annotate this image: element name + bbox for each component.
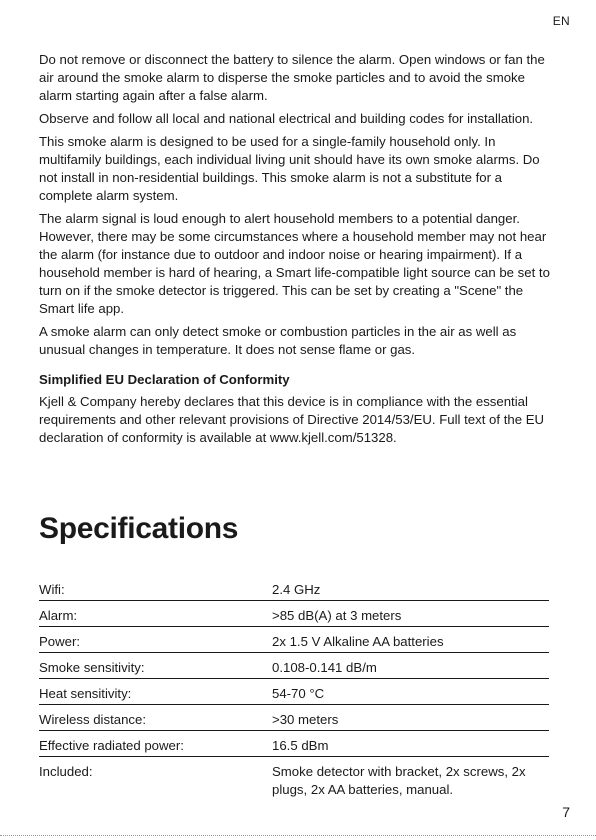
spec-label: Wireless distance:: [39, 712, 147, 727]
spec-row-included: [39, 759, 549, 799]
spec-value: >30 meters: [272, 712, 339, 727]
declaration-text: Kjell & Company hereby declares that this device is in compliance with the essential requirements and other relevant provisions of Directive 2014/53/EU. Full text of the EU declaration of conformity is available at www.kjell.com/51328.: [39, 394, 545, 445]
spec-label: Power:: [39, 634, 81, 649]
page-bottom-divider: [0, 835, 596, 836]
paragraph-detection: A smoke alarm can only detect smoke or combustion particles in the air as well as unusual changes in temperature. It does not sense flame or gas.: [39, 324, 517, 357]
spec-label: Heat sensitivity:: [39, 686, 132, 701]
spec-row-alarm: [39, 603, 549, 627]
paragraph-alarm-signal: The alarm signal is loud enough to alert household members to a potential danger. However, there may be some circumstances where a household member may not hear the alarm (for instance due to outdoor and indoor noise or hearing impairment). If a household member is hard of hearing, a Smart life-compatible light source can be set to turn on if the smoke detector is triggered. This can be set by creating a "Scene" the Smart life app.: [39, 211, 550, 316]
spec-row-wifi: [39, 577, 549, 601]
page-number: 7: [562, 804, 570, 820]
spec-row-radiated-power: [39, 733, 549, 757]
declaration-heading: Simplified EU Declaration of Conformity: [39, 372, 290, 387]
paragraph-codes: Observe and follow all local and national electrical and building codes for installation.: [39, 111, 534, 126]
spec-value: 2.4 GHz: [272, 582, 321, 597]
spec-value: 0.108-0.141 dB/m: [272, 660, 377, 675]
spec-label: Wifi:: [39, 582, 65, 597]
paragraph-household: This smoke alarm is designed to be used for a single-family household only. In multifamily buildings, each individual living unit should have its own smoke alarms. Do not install in non-residential buildings. This smoke alarm is not a substitute for a complete alarm system.: [39, 134, 540, 203]
spec-row-wireless-distance: [39, 707, 549, 731]
specifications-table: [39, 577, 549, 801]
spec-label: Smoke sensitivity:: [39, 660, 145, 675]
spec-value: 2x 1.5 V Alkaline AA batteries: [272, 634, 444, 649]
spec-value: 16.5 dBm: [272, 738, 329, 753]
body-text: [39, 51, 559, 452]
language-code: EN: [552, 14, 570, 28]
spec-row-heat-sensitivity: [39, 681, 549, 705]
spec-row-smoke-sensitivity: [39, 655, 549, 679]
spec-value: >85 dB(A) at 3 meters: [272, 608, 402, 623]
spec-label: Effective radiated power:: [39, 738, 184, 753]
spec-value: Smoke detector with bracket, 2x screws, 2x plugs, 2x AA batteries, manual.: [272, 764, 526, 797]
paragraph-battery: Do not remove or disconnect the battery to silence the alarm. Open windows or fan the air around the smoke alarm to disperse the smoke particles and to avoid the smoke alarm starting again after a false alarm.: [39, 52, 545, 103]
spec-label: Included:: [39, 764, 93, 779]
specifications-title: Specifications: [39, 512, 239, 545]
spec-row-power: [39, 629, 549, 653]
spec-label: Alarm:: [39, 608, 78, 623]
spec-value: 54-70 °C: [272, 686, 325, 701]
